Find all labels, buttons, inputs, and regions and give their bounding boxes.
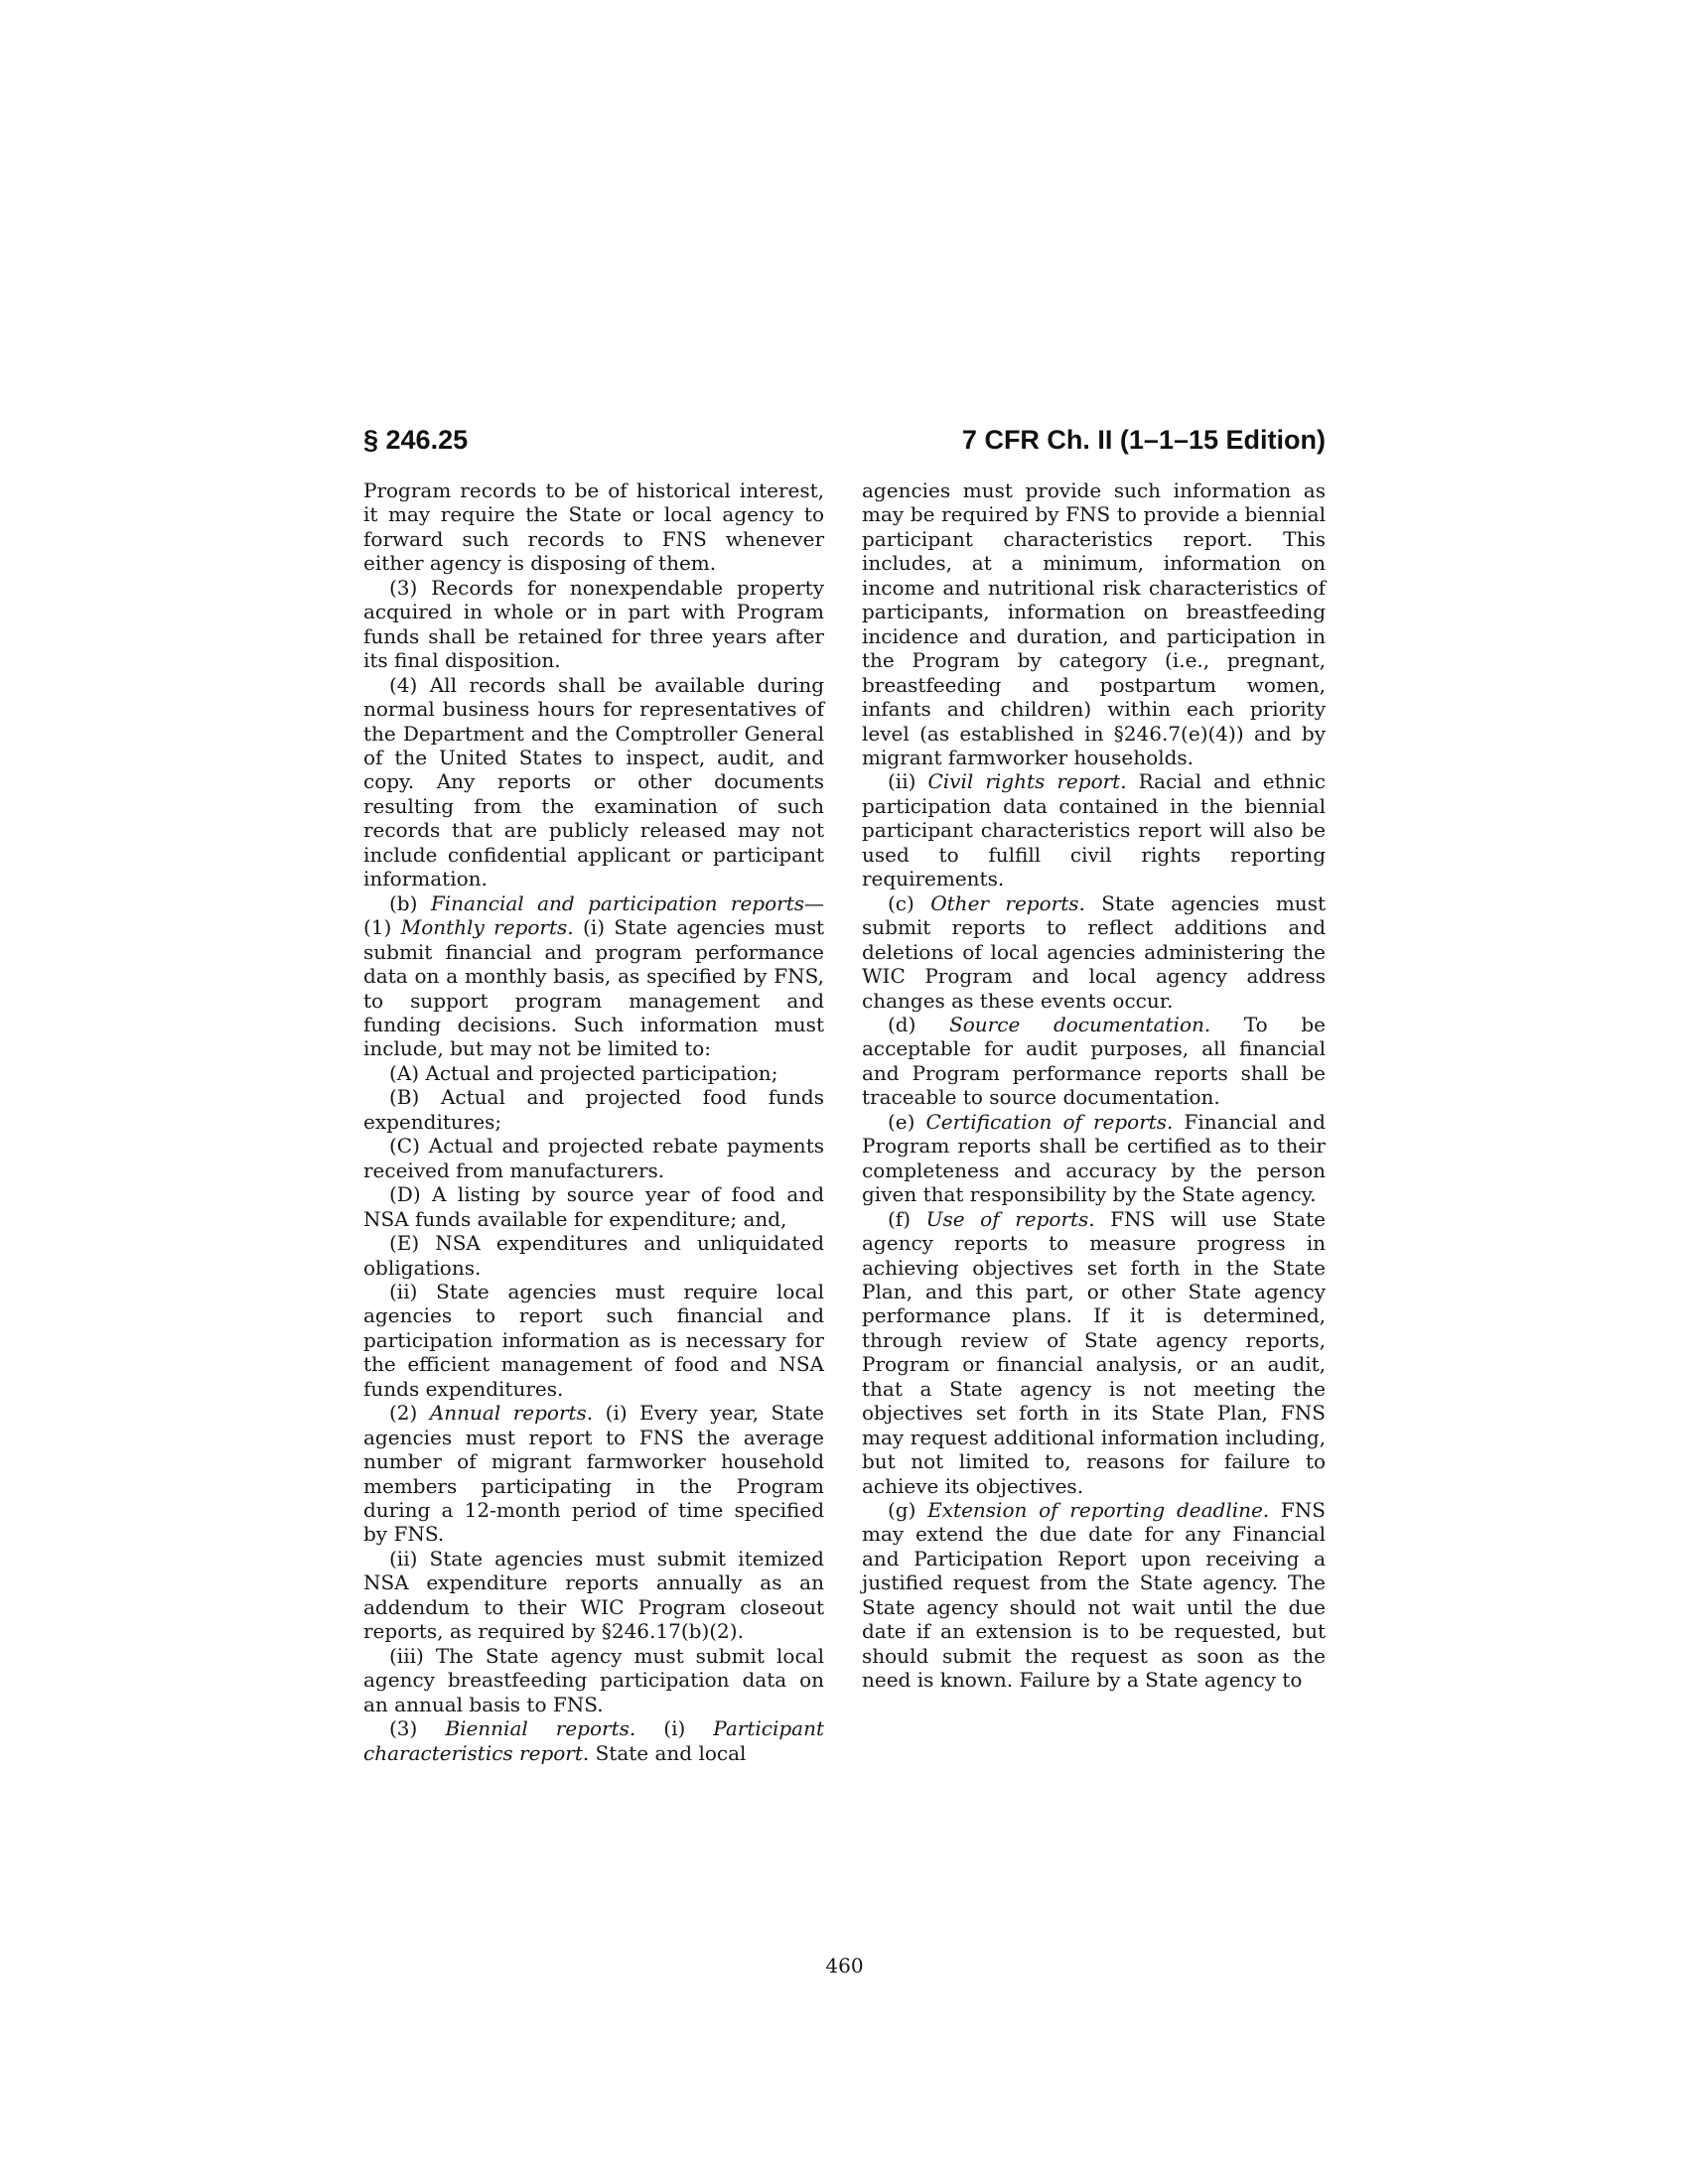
paragraph bbox=[363, 1085, 824, 1134]
text-run: (A) Actual and projected participation; bbox=[389, 1060, 778, 1085]
italic-text-run: Use of reports. bbox=[925, 1206, 1095, 1231]
text-run: (e) bbox=[888, 1109, 926, 1134]
text-run: (d) bbox=[888, 1012, 950, 1036]
text-run: agencies must provide such information as may be required by FNS to provide a biennial participant characteristics report. This includes, at a minimum, information on income and nutritional risk characteristics of participants, information on breastfeeding incidence and duration, and participation in the Program by category (i.e., pregnant, breastfeeding and postpartum women, infants and children) within each priority level (as established in §246.7(e)(4)) and by migrant farmworker households. bbox=[862, 478, 1326, 769]
text-column-left bbox=[363, 478, 824, 1765]
text-run: To be acceptable for audit purposes, all financial and Program performance reports shall be traceable to source documentation. bbox=[862, 1012, 1326, 1110]
paragraph bbox=[363, 478, 824, 576]
text-run: —(1) bbox=[363, 890, 824, 940]
paragraph bbox=[862, 769, 1326, 890]
text-run: State agencies must submit reports to reflect additions and deletions of local agencies administering the WIC Program and local agency address changes as these events occur. bbox=[862, 890, 1326, 1013]
text-run: (b) bbox=[389, 890, 431, 915]
text-run: (2) bbox=[389, 1401, 430, 1426]
paragraph bbox=[363, 1547, 824, 1644]
text-run: (f) bbox=[888, 1206, 926, 1231]
text-run: (3) Records for nonexpendable property acquired in whole or in part with Program funds shall be retained for three years after its final disposition. bbox=[363, 575, 824, 673]
paragraph bbox=[363, 1644, 824, 1716]
paragraph bbox=[862, 478, 1326, 769]
italic-text-run: Monthly reports. bbox=[400, 915, 574, 940]
paragraph bbox=[363, 891, 824, 1061]
italic-text-run: Other reports. bbox=[930, 890, 1085, 915]
italic-text-run: Extension of reporting deadline. bbox=[927, 1498, 1270, 1523]
italic-text-run: Source documentation. bbox=[949, 1012, 1211, 1036]
paragraph bbox=[862, 1498, 1326, 1693]
text-run: (c) bbox=[888, 890, 931, 915]
text-run: (4) All records shall be available during normal business hours for representatives of the Department and the Comptroller General of the United States to inspect, audit, and copy. Any reports or other documents resulting from the examination of such records that are publicly released may not include confidential applicant or participant information. bbox=[363, 672, 824, 891]
text-run: (i) Every year, State agencies must report to FNS the average number of migrant farmworker household members participating in the Program during a 12-month period of time specified by FNS. bbox=[363, 1401, 825, 1547]
paragraph bbox=[363, 1182, 824, 1231]
edition-title: 7 CFR Ch. II (1–1–15 Edition) bbox=[961, 425, 1326, 455]
paragraph bbox=[363, 673, 824, 891]
paragraph bbox=[862, 891, 1326, 1013]
text-run: (g) bbox=[888, 1498, 928, 1523]
paragraph bbox=[363, 1280, 824, 1401]
text-run: (i) State agencies must submit financial and program performance data on a monthly basis, as specified by FNS, to support program management and funding decisions. Such information must include, but may not be limited to: bbox=[363, 915, 824, 1061]
text-run: State and local bbox=[589, 1740, 747, 1765]
text-run: (E) NSA expenditures and unliquidated obligations. bbox=[363, 1231, 824, 1280]
section-number: § 246.25 bbox=[363, 425, 469, 455]
paragraph bbox=[862, 1110, 1326, 1207]
italic-text-run: Certification of reports. bbox=[925, 1109, 1174, 1134]
paragraph bbox=[363, 576, 824, 673]
italic-text-run: Financial and participation reports bbox=[430, 890, 804, 915]
paragraph bbox=[363, 1401, 824, 1547]
paragraph bbox=[862, 1207, 1326, 1498]
text-run: (ii) State agencies must require local agencies to report such financial and participation information as is necessary for the efficient management of food and NSA funds expenditures. bbox=[363, 1279, 824, 1401]
paragraph bbox=[363, 1231, 824, 1280]
italic-text-run: Civil rights report. bbox=[927, 769, 1127, 794]
text-run: (3) bbox=[389, 1716, 446, 1741]
page-number: 460 bbox=[825, 1954, 864, 1978]
italic-text-run: Participant characteristics report. bbox=[363, 1716, 825, 1765]
italic-text-run: Annual reports. bbox=[429, 1401, 594, 1426]
text-run: Financial and Program reports shall be certified as to their completeness and accuracy by the person given that responsibility by the State agency. bbox=[862, 1109, 1326, 1207]
paragraph bbox=[862, 1013, 1326, 1110]
italic-text-run: Biennial reports. bbox=[445, 1716, 636, 1741]
paragraph bbox=[363, 1134, 824, 1182]
text-run: (C) Actual and projected rebate payments received from manufacturers. bbox=[363, 1134, 824, 1182]
paragraph bbox=[363, 1716, 824, 1765]
text-run: (ii) State agencies must submit itemized NSA expenditure reports annually as an addendum to their WIC Program closeout reports, as required by §246.17(b)(2). bbox=[363, 1546, 824, 1644]
text-run: (ii) bbox=[888, 769, 928, 794]
text-column-right bbox=[862, 478, 1326, 1693]
text-run: (i) bbox=[635, 1716, 714, 1741]
text-run: (D) A listing by source year of food and NSA funds available for expenditure; and, bbox=[363, 1182, 824, 1231]
text-run: Racial and ethnic participation data contained in the biennial participant characteristics report will also be used to fulfill civil rights reporting requirements. bbox=[862, 769, 1326, 891]
text-run: FNS may extend the due date for any Financial and Participation Report upon receiving a justified request from the State agency. The State agency should not wait until the due date if an extension is to be requested, but should submit the request as soon as the need is known. Failure by a State agency to bbox=[862, 1498, 1327, 1693]
text-run: FNS will use State agency reports to measure progress in achieving objectives set forth in the State Plan, and this part, or other State agency performance plans. If it is determined, through review of State agency reports, Program or financial analysis, or an audit, that a State agency is not meeting the objectives set forth in its State Plan, FNS may request additional information including, but not limited to, reasons for failure to achieve its objectives. bbox=[862, 1206, 1326, 1498]
text-run: Program records to be of historical interest, it may require the State or local agency to forward such records to FNS whenever either agency is disposing of them. bbox=[363, 478, 824, 576]
text-run: (iii) The State agency must submit local agency breastfeeding participation data on an annual basis to FNS. bbox=[363, 1643, 824, 1716]
paragraph bbox=[363, 1061, 824, 1085]
page-header bbox=[363, 425, 1326, 456]
text-run: (B) Actual and projected food funds expenditures; bbox=[363, 1085, 824, 1134]
